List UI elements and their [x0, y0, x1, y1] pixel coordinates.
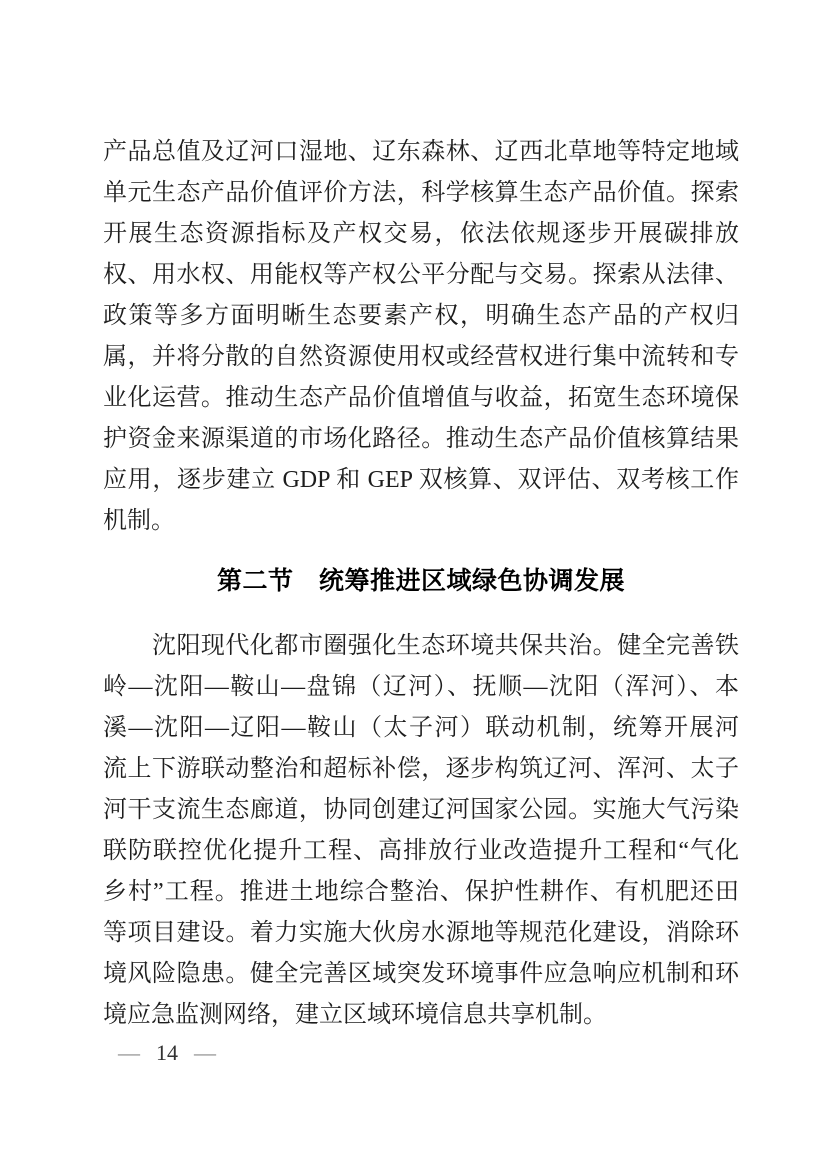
- text-line: 单元生态产品价值评价方法，科学核算生态产品价值。探索: [103, 180, 739, 206]
- text-line: 溪—沈阳—辽阳—鞍山（太子河）联动机制，统筹开展河: [103, 715, 739, 741]
- paragraph-continuation: [103, 132, 739, 542]
- text-line: 政策等多方面明晰生态要素产权，明确生态产品的产权归: [103, 303, 739, 329]
- text-line: 开展生态资源指标及产权交易，依法依规逐步开展碳排放: [103, 221, 739, 247]
- text-line: 流上下游联动整治和超标补偿，逐步构筑辽河、浑河、太子: [103, 756, 739, 782]
- text-line: 岭—沈阳—鞍山—盘锦（辽河）、抚顺—沈阳（浑河）、本: [103, 674, 739, 700]
- text-line: 境风险隐患。健全完善区域突发环境事件应急响应机制和环: [103, 961, 739, 987]
- text-line: 业化运营。推动生态产品价值增值与收益，拓宽生态环境保: [103, 385, 739, 411]
- text-line: 等项目建设。着力实施大伙房水源地等规范化建设，消除环: [103, 920, 739, 946]
- text-line: 权、用水权、用能权等产权公平分配与交易。探索从法律、: [103, 262, 739, 288]
- section-heading: 第二节 统筹推进区域绿色协调发展: [216, 567, 625, 595]
- text-line: 护资金来源渠道的市场化路径。推动生态产品价值核算结果: [103, 426, 739, 452]
- page-footer: [118, 1038, 216, 1068]
- text-line: 属，并将分散的自然资源使用权或经营权进行集中流转和专: [103, 344, 739, 370]
- text-line: 产品总值及辽河口湿地、辽东森林、辽西北草地等特定地域: [103, 139, 739, 165]
- paragraph-body: [103, 626, 739, 1036]
- text-line: 机制。: [103, 508, 175, 534]
- footer-dash-right: —: [194, 1040, 216, 1065]
- text-line: 应用，逐步建立 GDP 和 GEP 双核算、双评估、双考核工作: [103, 467, 739, 493]
- text-line: 乡村”工程。推进土地综合整治、保护性耕作、有机肥还田: [103, 879, 739, 905]
- text-line: 境应急监测网络，建立区域环境信息共享机制。: [103, 1002, 607, 1028]
- text-line: 沈阳现代化都市圈强化生态环境共保共治。健全完善铁: [103, 633, 739, 659]
- page-number: 14: [156, 1040, 178, 1065]
- footer-dash-left: —: [118, 1040, 140, 1065]
- text-line: 河干支流生态廊道，协同创建辽河国家公园。实施大气污染: [103, 797, 739, 823]
- text-line: 联防联控优化提升工程、高排放行业改造提升工程和“气化: [103, 838, 739, 864]
